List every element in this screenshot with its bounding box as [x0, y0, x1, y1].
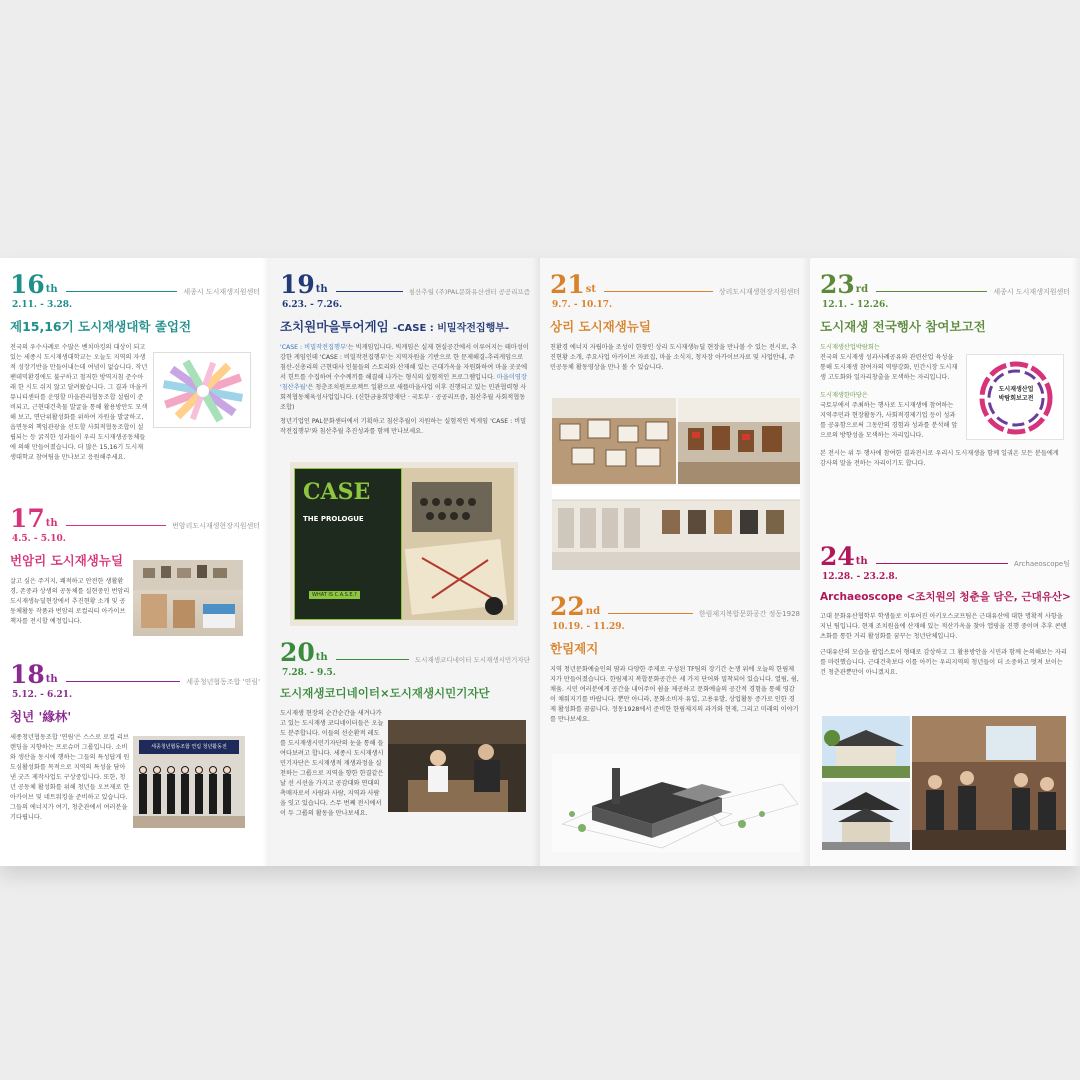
- section-suffix: st: [585, 284, 597, 295]
- section-number: 24: [820, 542, 855, 571]
- subheading: 도시재생산업박람회는: [820, 344, 880, 351]
- group-banner: 세종청년협동조합 연림 청년활동전: [139, 740, 239, 754]
- section-number: 21: [550, 270, 585, 299]
- banamri-exhibit-photo: [133, 560, 243, 636]
- section-20: [280, 640, 530, 819]
- section-number: 17: [10, 504, 45, 533]
- section-title: 도시재생 전국행사 참여보고전: [820, 319, 986, 334]
- section-suffix: nd: [585, 606, 601, 617]
- section-suffix: th: [45, 674, 58, 685]
- organizer: 세종청년협동조합 '연림': [186, 678, 260, 686]
- hanok-photo-1: [822, 716, 910, 778]
- title-sub: -CASE : 비밀작전집행부-: [393, 323, 510, 334]
- panel-3: [540, 258, 810, 866]
- divider: [336, 291, 403, 292]
- section-17: [10, 506, 260, 627]
- panel-2: [270, 258, 540, 866]
- graduation-exhibit-photo: [153, 352, 251, 428]
- coordinator-interview-photo: [388, 720, 526, 812]
- section-number: 16: [10, 270, 45, 299]
- sangri-gallery-photo: [552, 486, 800, 570]
- section-title: [280, 317, 530, 335]
- divider: [604, 291, 713, 292]
- section-21: [550, 272, 800, 373]
- date-range: 7.28. - 9.5.: [282, 668, 336, 678]
- divider: [876, 291, 987, 292]
- subheading: 도시재생한마당은: [820, 392, 868, 399]
- divider: [66, 291, 178, 292]
- divider: [66, 681, 181, 682]
- section-text: 도시재생 현장의 순간순간을 새겨나가고 있는 도시재생 코디네이터들은 오늘도 분주합니다. 이들의 선순환적 레도를 도시재생시민기자단의 눈을 통해 들여다보려고 합니다. 세종시 도시재생시민기자단은 도시재생적 재생과정을 실천하는 그룹으로 지역을 향한 한결같은 날 선 시선을 가지고 공감대와 연대의 촉매자로서 사람과 사람, 지역과 사람을 잇고 있습니다. 스무 번째 전시에서 이 두 그룹의 활동을 만나보세요.: [280, 710, 384, 817]
- date-range: 9.7. - 10.17.: [552, 300, 613, 310]
- highlight-text: 마을미영장 '침산추월': [280, 374, 527, 391]
- date-range: 6.23. - 7.26.: [282, 300, 343, 310]
- organizer: 상리도시재생현장지원센터: [718, 288, 800, 296]
- section-16: [10, 272, 260, 463]
- hallim-paper-mill-rendering: [552, 754, 800, 852]
- case-book: [294, 468, 402, 620]
- section-23: [820, 272, 1070, 469]
- section-number: 18: [10, 660, 45, 689]
- section-title: 한림제지: [550, 641, 599, 656]
- sangri-exhibit-photo-1: [552, 398, 676, 484]
- section-18: [10, 662, 260, 823]
- section-title: 상리 도시재생뉴딜: [550, 319, 651, 334]
- section-number: 23: [820, 270, 855, 299]
- date-range: 12.28. - 23.2.8.: [822, 572, 898, 582]
- section-suffix: th: [315, 284, 328, 295]
- divider: [876, 563, 1008, 564]
- section-title: 청년 '緣林': [10, 709, 72, 724]
- section-text: 세종청년협동조합 '연림'은 스스로 로컬 리브랜딩을 지향하는 프로슈머 그룹입니다. 소비와 생산을 동시에 행하는 그들의 특성답게 원도심활성화를 목적으로 지역의 특성을 담아낸 굿즈 제작사업도 구상중입니다. 또한, 청년 공동체 활성화를 위해 청년들 오브제로 한 아카이브 및 네트워킹을 준비하고 있습니다. 그들의 에너지가 여기, 청춘관에서 여러분을 기다립니다.: [10, 734, 130, 821]
- date-range: 5.12. - 6.21.: [12, 690, 73, 700]
- divider: [608, 613, 693, 614]
- section-24: [820, 544, 1070, 678]
- expo-logo-card: [966, 354, 1064, 440]
- date-range: 4.5. - 5.10.: [12, 534, 66, 544]
- organizer: 침산추월 (주)PAL문화유산센터 공공리프즘: [408, 288, 530, 296]
- divider: [66, 525, 166, 526]
- youth-group-photo: [133, 736, 245, 828]
- section-22: [550, 594, 800, 725]
- section-suffix: th: [45, 284, 58, 295]
- section-text: [280, 343, 530, 413]
- date-range: 12.1. - 12.26.: [822, 300, 889, 310]
- body-text: 은 청춘조치원프로젝트 일환으로 새뜰마을사업 이후 진행되고 있는 민관협력형 사회적협동체육성사업입니다. (신한금융희망재단 · 국토부 · 공공리프즘, 침산추월 사회적협동조합): [280, 384, 527, 411]
- section-text-2: 청년기업인 PAL문화센터에서 기획하고 침산추월이 지원하는 실험적인 빅게임 'CASE : 비밀작전집행부'와 침산추월 추진성과를 함께 만나보세요.: [280, 418, 527, 435]
- section-text: 살고 싶은 주거지, 쾌적하고 안전한 생활환경, 존중과 상생의 공동체를 실현중인 번암리 도시재생뉴딜현장에서 추진현황 소개 및 공동체활동 작품과 번암리 로컬리티 아카이브 책자를 전시할 예정입니다.: [10, 578, 130, 625]
- book-subtitle: THE PROLOGUE: [303, 515, 364, 523]
- body-text: 국토부에서 주최하는 행사로 도시재생에 참여하는 지역주민과 현장활동가, 사회적경제기업 등이 성과를 공유함으로써 그동안의 경험과 성과를 분석해 앞으로의 방향성을 모색하는 자리입니다.: [820, 402, 958, 439]
- section-title: 번암리 도시재생뉴딜: [10, 553, 124, 568]
- organizer: Archaeoscope팀: [1014, 560, 1070, 568]
- date-range: 2.11. - 3.28.: [12, 300, 73, 310]
- title-main: 조치원마을투어게임: [280, 319, 389, 334]
- panel-1: [0, 258, 270, 866]
- section-title: Archaeoscope <조치원의 청춘을 담은, 근대유산>: [820, 591, 1071, 603]
- organizer: 도시재생코디네이터 도시재생시민기자단: [414, 656, 530, 664]
- organizer: 세종시 도시재생지원센터: [183, 288, 260, 296]
- divider: [336, 659, 409, 660]
- body-text: 전국의 도시재생 성과사례공유와 관련산업 육성을 통해 도시재생 참여자의 역량강화, 민간시장 도시재생 고도화와 일자리창출을 모색하는 자리입니다.: [820, 354, 958, 381]
- section-text: [820, 343, 958, 441]
- section-text: 전국의 우수사례로 수많은 벤치마킹의 대상이 되고 있는 세종시 도시재생대학교는 오늘도 지역의 자생적 성장기반을 만들어내는데 여념이 없습니다. 작년 팬데믹환경에도 불구하고 철저한 방역지침 준수아래 한 시도 쉬지 않고 달려왔습니다. 그 결과 마을커뮤니티센터를 운영할 마을관리협동조합 설립이 준비되고, 근현대건축물 발굴을 통해 활용방안도 모색해 보고, 면단위활성화를 위하여 자원을 발굴하고, 읍면동의 책임관광을 선도할 사회적협동조합이 설립되는 등 굵직한 성과들이 우리 도시재생공동체들에 의해 만들어졌습니다. 더 많은 15,16기 도시재생대학교 참여팀을 만나보고 응원해주세요.: [10, 344, 148, 461]
- body-text: 는 빅게임입니다. 빅게임은 실제 현실공간에서 이루어지는 테마성이 강한 게임인데 'CASE : 비밀작전집행부'는 지역자원을 기반으로 한 문제해결-추리게임으로 침산-신총리의 근현대사 인물들의 스토리와 산재해 있는 근대가옥을 자원화하여 마을 곳곳에서 힌트를 수집하여 수수께끼를 해결해 나가는 형식의 실험적인 프로그램입니다.: [280, 344, 529, 381]
- highlight-text: 'CASE : 비밀작전집행부': [280, 344, 348, 351]
- organizer: 한림제지복합문화공간 정동1928: [698, 610, 800, 618]
- section-suffix: th: [855, 556, 868, 567]
- section-suffix: th: [45, 518, 58, 529]
- section-text: 친환경 에너지 자립마을 조성이 한창인 상리 도시재생뉴딜 현장을 만나볼 수 있는 전시로, 추진현황 소개, 주요사업 아카이브 자료집, 마을 소식지, 청자장 아카이브자료 및 사업안내, 주민공동체 활동영상을 만나 볼 수 있습니다.: [550, 344, 797, 371]
- section-text: 지역 청년문화예술인의 땀과 다양한 주제로 구성된 TF팀의 장기간 논쟁 위에 오늘의 한림제지가 만들어졌습니다. 한림제지 복합문화공간은 세 가지 단어와 밀착되어 있습니다. 열림, 쉼, 채움. 시민 여러분에게 공간을 내어주어 쉼을 제공하고 문화예술의 공간적 경험을 통해 영감이 채워지기를 바랍니다. 뿐만 아니라, 문화소비자 유입, 고용유발, 상업활동 증가로 인한 경제 활성화를 꿈꿉니다. 정동1928에서 준비한 한림제지의 과거와 현재, 그리고 미래의 이야기를 만나보세요.: [550, 666, 799, 723]
- section-title: 제15,16기 도시재생대학 졸업전: [10, 319, 192, 334]
- organizer: 세종시 도시재생지원센터: [993, 288, 1070, 296]
- case-game-photo: [290, 462, 518, 626]
- section-19: [280, 270, 530, 598]
- brochure: [0, 258, 1080, 866]
- organizer: 번암리도시재생현장지원센터: [172, 522, 260, 530]
- section-text: 고대 문화유산협학부 학생들로 이루어진 아키오스코프팀은 근대유산에 대한 명확적 사항을 지닌 팀입니다. 현재 조치원읍에 산재해 있는 적산가옥을 찾아 앱핑을 진행 중이며 추후 콘텐츠화를 통한 거리 활성화를 꿈꾸는 청년단체입니다.: [820, 613, 1067, 640]
- archaeoscope-workshop-photo: [912, 716, 1066, 850]
- date-range: 10.19. - 11.29.: [552, 622, 625, 632]
- section-number: 19: [280, 270, 315, 299]
- sangri-exhibit-photo-2: [678, 398, 800, 484]
- section-number: 22: [550, 592, 585, 621]
- section-text-2: 근대유산의 모습을 팝업스토어 형태로 감상하고 그 활용방안을 시민과 함께 논의해보는 자리를 마련했습니다. 근대건축보다 이를 아끼는 우리지역의 청년들이 더 소중하고 멋져 보이는 건 청춘관뿐만이 아니겠지요.: [820, 649, 1067, 676]
- section-suffix: th: [315, 652, 328, 663]
- section-number: 20: [280, 638, 315, 667]
- section-suffix: rd: [855, 284, 869, 295]
- hanok-photo-2: [822, 782, 910, 850]
- book-title: CASE: [303, 479, 371, 505]
- panel-4: [810, 258, 1080, 866]
- book-tag: WHAT IS C.A.S.E.?: [309, 591, 360, 599]
- section-title: 도시재생코디네이터×도시재생시민기자단: [280, 686, 490, 700]
- section-text-2: 본 전시는 위 두 행사에 참여한 결과전시로 우리시 도시재생을 함께 일궈온 모든 분들에게 감사의 말을 전하는 자리이기도 합니다.: [820, 450, 1059, 467]
- logo-text: 도시재생산업 박람회보고전: [998, 386, 1034, 402]
